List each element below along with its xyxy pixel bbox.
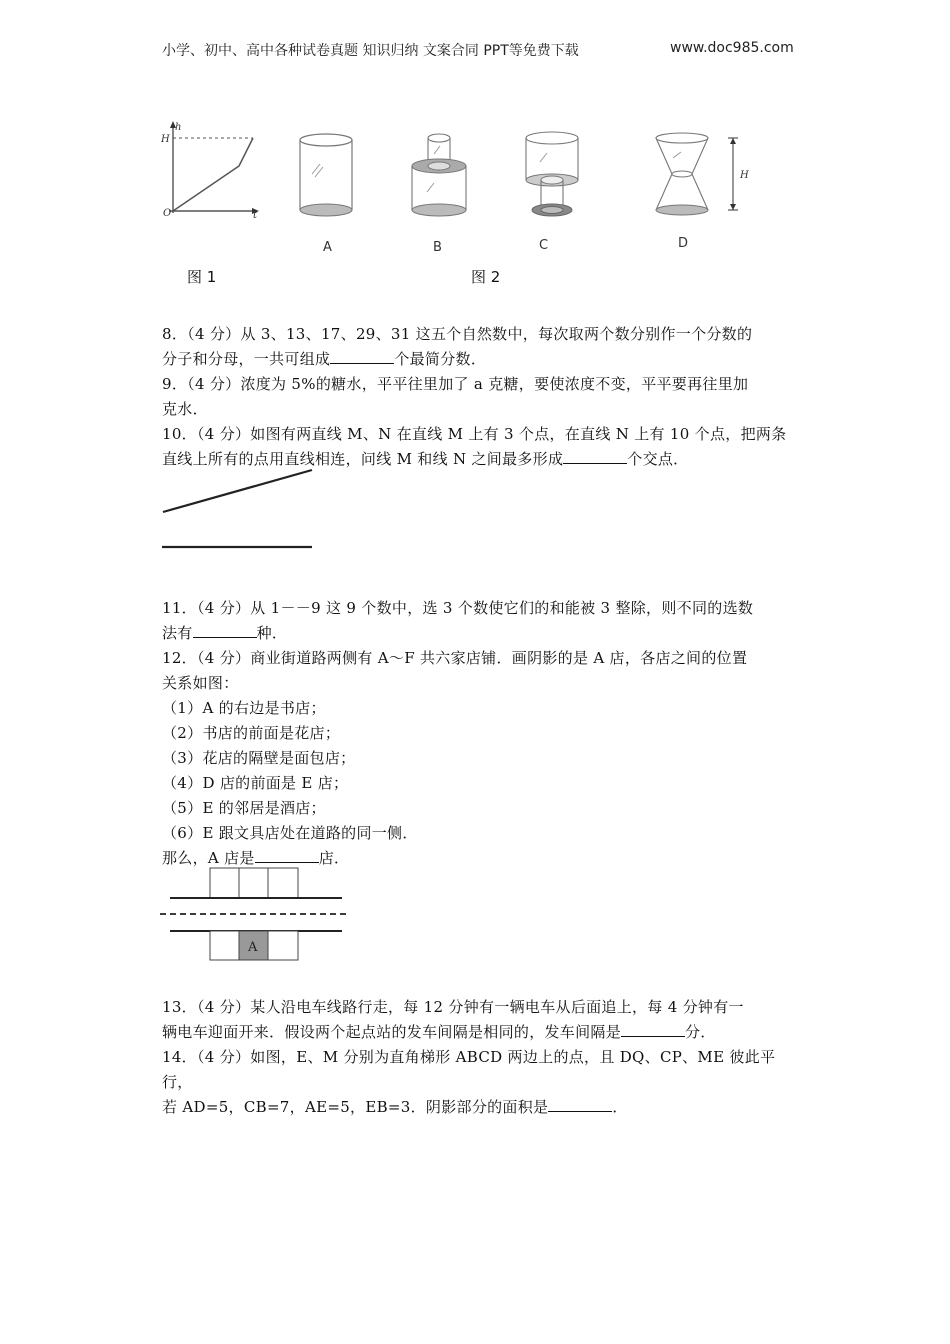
q8-line1: 8．（4 分）从 3、13、17、29、31 这五个自然数中，每次取两个数分别作一个分数的 xyxy=(162,325,753,343)
shop-top-2 xyxy=(239,868,268,898)
q8-line2-b: 个最简分数． xyxy=(394,350,487,368)
q12-clue-5: （5）E 的邻居是酒店； xyxy=(162,799,326,817)
q11-answer-blank[interactable] xyxy=(193,621,257,638)
shop-layout-figure xyxy=(160,866,355,962)
shop-bottom-1 xyxy=(210,931,239,960)
height-time-graph xyxy=(169,121,259,214)
line-m xyxy=(163,470,312,512)
axis-t-label: t xyxy=(253,210,258,221)
shop-top-1 xyxy=(210,868,239,898)
q9-line1: 9．（4 分）浓度为 5%的糖水，平平往里加了 a 克糖，要使浓度不变，平平要再往里加 xyxy=(162,375,749,393)
q13-line2-a: 辆电车迎面开来．假设两个起点站的发车间隔是相同的，发车间隔是 xyxy=(162,1023,622,1041)
q12-end-b: 店． xyxy=(318,849,350,867)
q13-line2 xyxy=(162,1020,802,1045)
q14-line2-a: 若 AD=5，CB=7，AE=5，EB=3．阴影部分的面积是 xyxy=(162,1098,549,1116)
question-10 xyxy=(162,422,802,472)
container-d-label: D xyxy=(678,236,689,251)
question-13 xyxy=(162,995,802,1045)
question-12 xyxy=(162,646,802,871)
d-height-label: H xyxy=(740,170,749,181)
q9-line2: 克水． xyxy=(162,400,208,418)
q11-line2-b: 种． xyxy=(256,624,288,642)
q10-line2-b: 个交点． xyxy=(627,450,689,468)
q14-answer-blank[interactable] xyxy=(548,1095,612,1112)
q12-clue-6: （6）E 跟文具店处在道路的同一侧． xyxy=(162,824,418,842)
q12-clue-4: （4）D 店的前面是 E 店； xyxy=(162,774,349,792)
q11-line2-a: 法有 xyxy=(162,624,193,642)
q8-line2-a: 分子和分母，一共可组成 xyxy=(162,350,331,368)
fig1-label: 图 1 xyxy=(187,268,217,286)
axis-origin-label: O xyxy=(163,208,172,219)
q11-line2 xyxy=(162,621,802,646)
header-site[interactable]: www.doc985.com xyxy=(670,40,794,56)
shop-a-label: A xyxy=(248,940,258,955)
question-9 xyxy=(162,372,802,422)
question-14 xyxy=(162,1045,802,1120)
q13-answer-blank[interactable] xyxy=(621,1020,685,1037)
q12-end-a: 那么，A 店是 xyxy=(162,849,255,867)
q13-line2-b: 分． xyxy=(685,1023,716,1041)
container-c-label: C xyxy=(539,238,549,253)
q10-answer-blank[interactable] xyxy=(563,447,627,464)
q8-answer-blank[interactable] xyxy=(330,347,394,364)
container-c xyxy=(526,132,578,216)
q14-line2 xyxy=(162,1095,802,1120)
container-b xyxy=(412,134,466,216)
two-lines-figure xyxy=(160,466,320,556)
q12-clue-1: （1）A 的右边是书店； xyxy=(162,699,326,717)
q12-answer-blank[interactable] xyxy=(255,846,319,863)
q8-line2 xyxy=(162,347,802,372)
street-diagram xyxy=(160,866,355,962)
q11-line1: 11．（4 分）从 1－－9 这 9 个数中，选 3 个数使它们的和能被 3 整除，则不同的选数 xyxy=(162,599,754,617)
shop-top-3 xyxy=(268,868,298,898)
q12-clue-2: （2）书店的前面是花店； xyxy=(162,724,341,742)
q14-line1: 14．（4 分）如图，E、M 分别为直角梯形 ABCD 两边上的点，且 DQ、CP、ME 彼此平行， xyxy=(162,1048,776,1091)
q12-clue-3: （3）花店的隔壁是面包店； xyxy=(162,749,356,767)
figure-row xyxy=(155,118,795,293)
q13-line1: 13．（4 分）某人沿电车线路行走，每 12 分钟有一辆电车从后面追上，每 4 分钟有一 xyxy=(162,998,744,1016)
q12-line1: 12．（4 分）商业街道路两侧有 A～F 共六家店铺．画阴影的是 A 店，各店之间的位置 xyxy=(162,649,748,667)
shop-bottom-3 xyxy=(268,931,298,960)
container-a-label: A xyxy=(323,240,332,255)
container-b-label: B xyxy=(433,240,442,255)
container-a xyxy=(300,134,352,216)
question-11 xyxy=(162,596,802,646)
q10-line1: 10．（4 分）如图有两直线 M、N 在直线 M 上有 3 个点，在直线 N 上有 10 个点，把两条 xyxy=(162,425,787,443)
axis-h-label: h xyxy=(175,122,182,133)
question-8 xyxy=(162,322,802,372)
page-header xyxy=(162,40,802,60)
q14-line2-b: ． xyxy=(612,1098,628,1116)
axis-H-label: H xyxy=(161,134,170,145)
fig2-label: 图 2 xyxy=(471,268,501,286)
q10-line2-a: 直线上所有的点用直线相连，问线 M 和线 N 之间最多形成 xyxy=(162,450,564,468)
container-d xyxy=(656,133,738,215)
q12-line2: 关系如图： xyxy=(162,674,239,692)
header-text: 小学、初中、高中各种试卷真题 知识归纳 文案合同 PPT等免费下载 xyxy=(162,43,579,59)
